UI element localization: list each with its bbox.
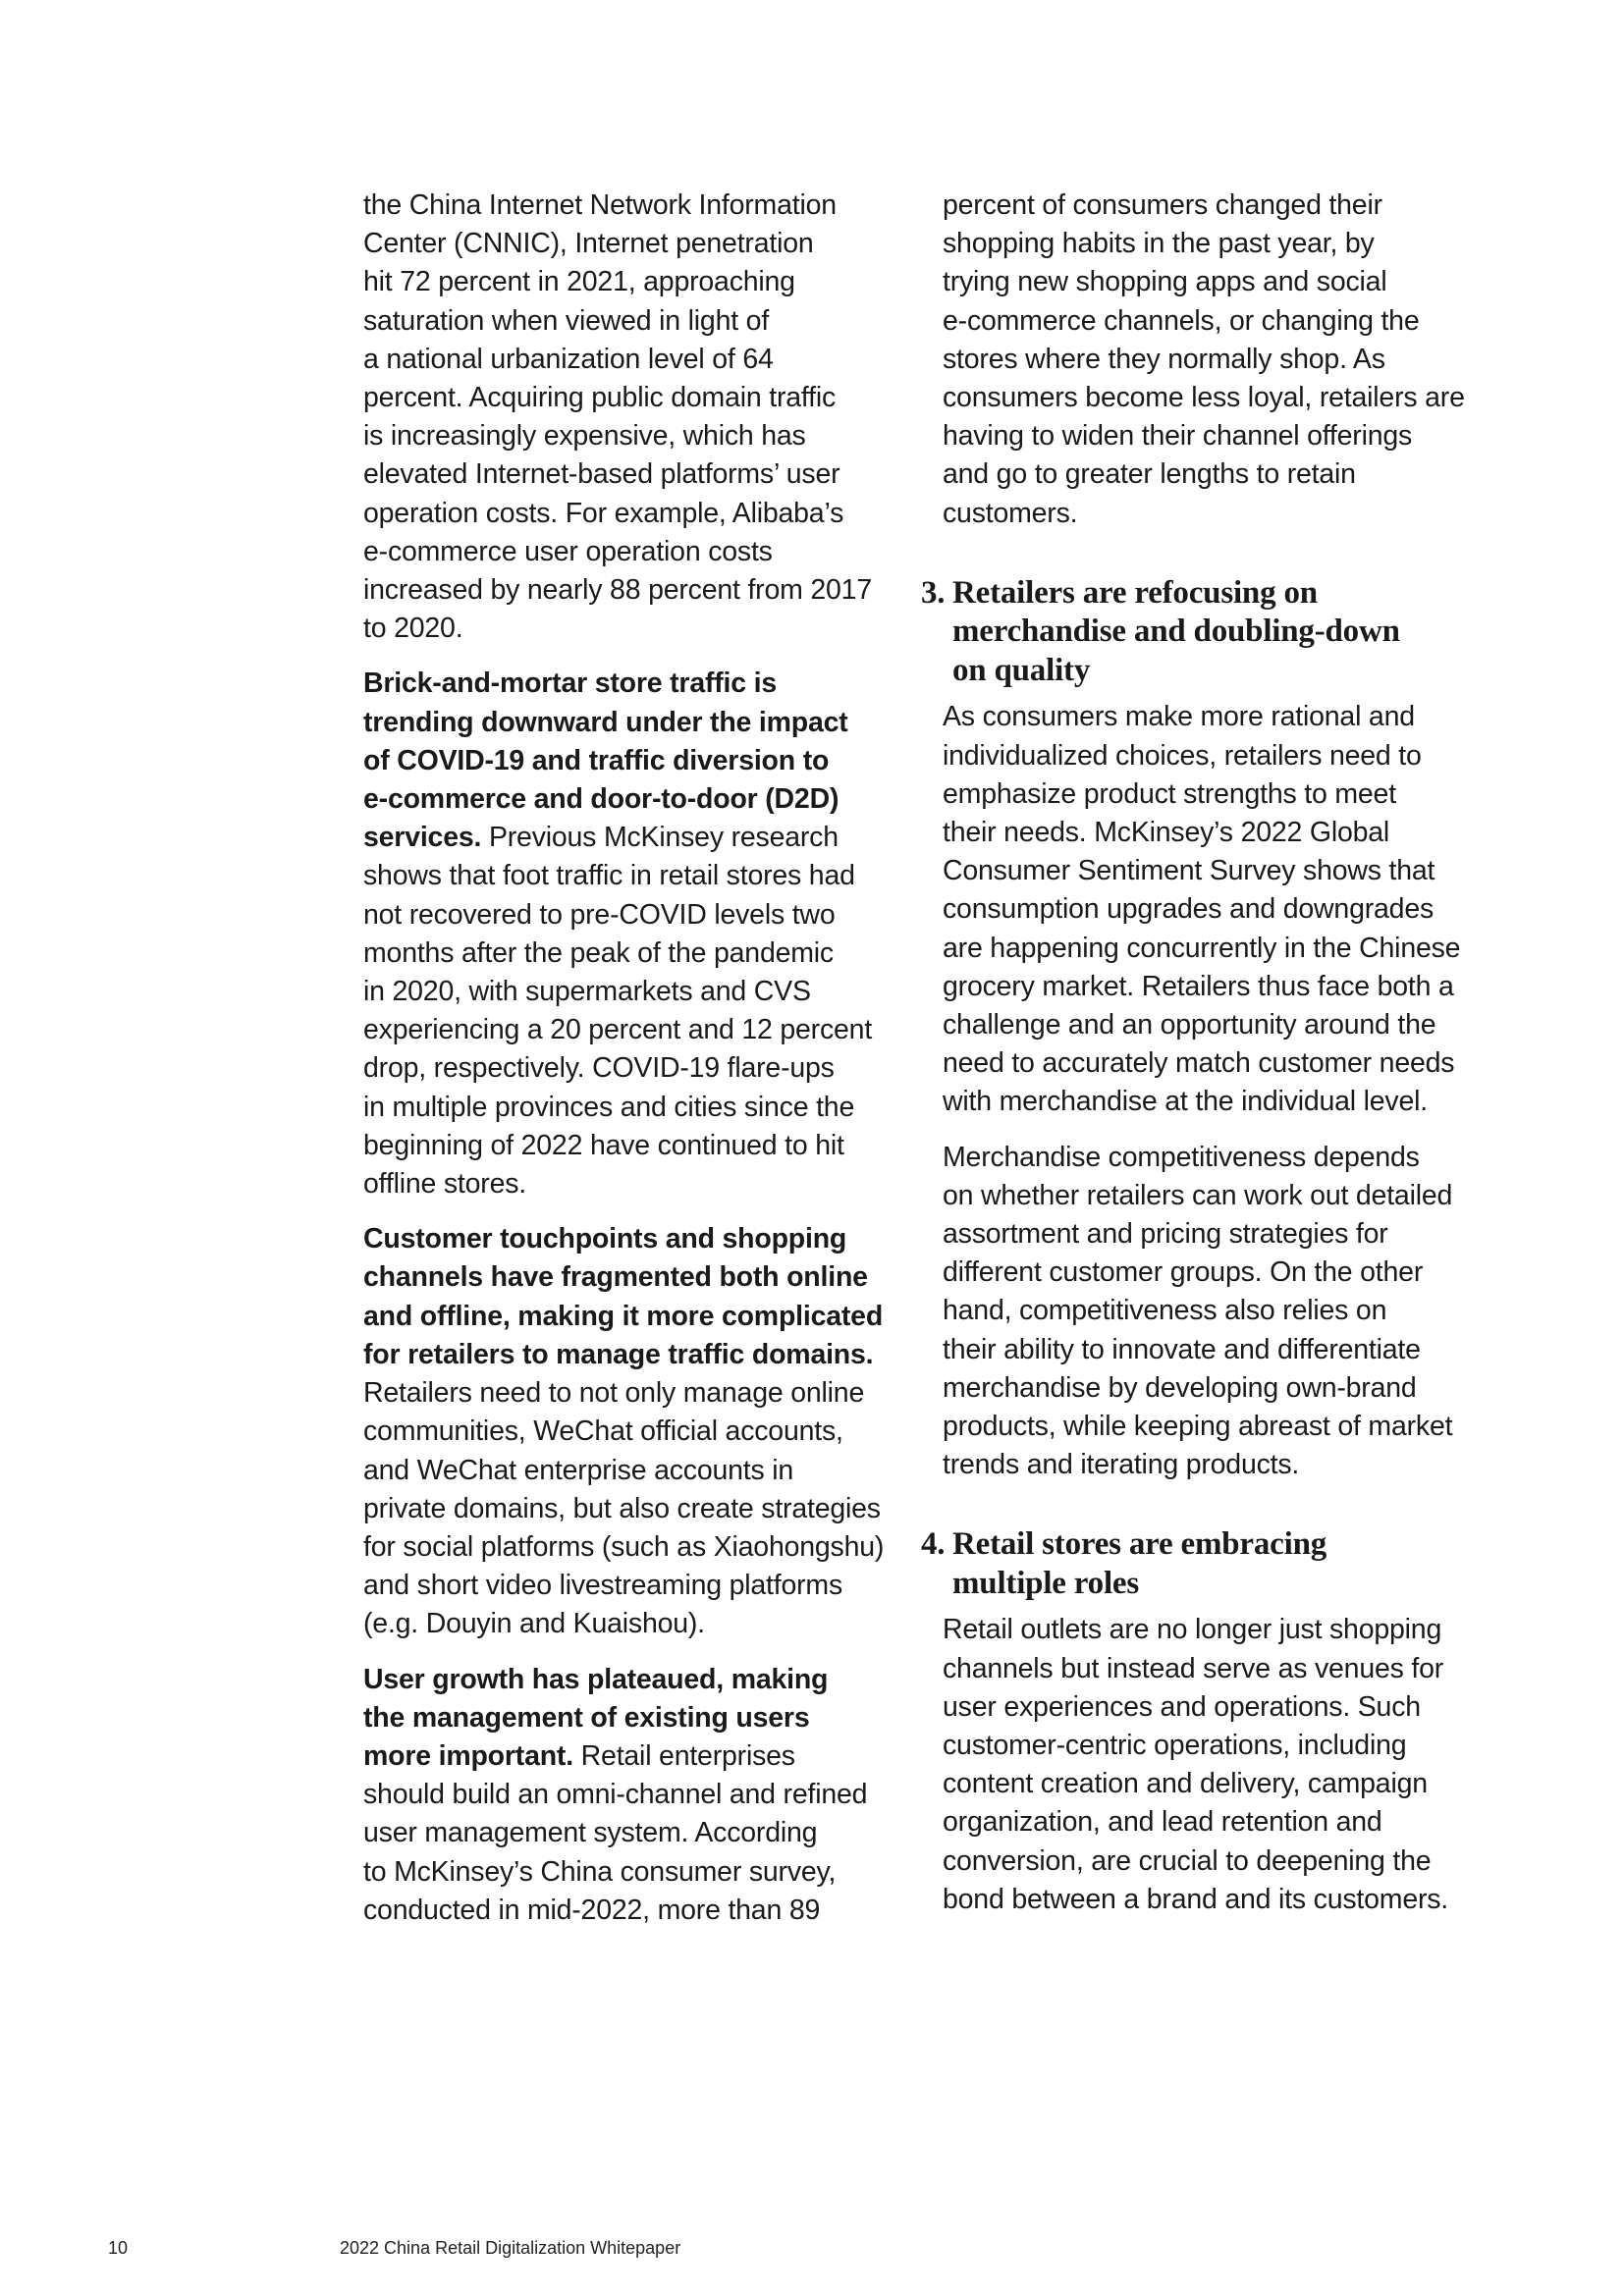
right-column bbox=[921, 187, 1478, 1936]
paragraph-cnnic-penetration: the China Internet Network Information Center (CNNIC), Internet penetration hit 72 percent in 2021, approaching saturation when viewed in light of a national urbanization level of 64 percent. Acquiring public domain traffic is increasingly expensive, which has elevated Internet-based platforms’ user operation costs. For example, Alibaba’s e-commerce user operation costs increased by nearly 88 percent from 2017 to 2020. bbox=[363, 189, 872, 645]
section-heading-3: 3. Retailers are refocusing on merchandise and doubling-down on quality bbox=[921, 574, 1400, 688]
page-number: 10 bbox=[108, 2238, 129, 2258]
paragraph-rational-choices: As consumers make more rational and individualized choices, retailers need to emphasize product strengths to meet their needs. McKinsey’s 2022 Global Consumer Sentiment Survey shows that consumption upgrades and downgrades are happening concurrently in the Chinese grocery market. Retailers thus face both a challenge and an opportunity around the need to accurately match customer needs with merchandise at the individual level. bbox=[943, 701, 1461, 1118]
mixed-line: more important. Retail enterprises bbox=[363, 1739, 795, 1772]
paragraph-shopping-habits: percent of consumers changed their shopping habits in the past year, by trying new shopping apps and social e-commerce channels, or changing the stores where they normally shop. As consumers become less loyal, retailers are having to widen their channel offerings and go to greater lengths to retain customers. bbox=[943, 189, 1465, 529]
paragraph-touchpoints: Customer touchpoints and shopping channels have fragmented both online and offline, making it more complicated for retailers to manage traffic domains. Retailers need to not only manage online communities, WeChat official accounts, and WeChat enterprise accounts in private domains, but also create strategies for social platforms (such as Xiaohongshu) and short video livestreaming platforms (e.g. Douyin and Kuaishou). bbox=[363, 1223, 885, 1640]
document-title: 2022 China Retail Digitalization Whitepaper bbox=[340, 2238, 681, 2258]
left-column bbox=[363, 187, 901, 1947]
paragraph-store-traffic: Brick-and-mortar store traffic is trending downward under the impact of COVID-19 and traffic diversion to e-commerce and door-to-door (D2D) services. Previous McKinsey research shows that foot traffic in retail stores had not recovered to pre-COVID levels two months after the peak of the pandemic in 2020, with supermarkets and CVS experiencing a 20 percent and 12 percent drop, respectively. COVID-19 flare-ups in multiple provinces and cities since the beginning of 2022 have continued to hit offline stores. bbox=[363, 665, 901, 1203]
mixed-line: services. Previous McKinsey research bbox=[363, 822, 839, 854]
paragraph-user-growth: User growth has plateaued, making the management of existing users more important. Retail enterprises should build an omni-channel and refined user management system. According to McKinsey’s China consumer survey, conducted in mid-2022, more than 89 bbox=[363, 1661, 901, 1930]
paragraph-merchandise-competitiveness: Merchandise competitiveness depends on whether retailers can work out detailed assortment and pricing strategies for different customer groups. On the other hand, competitiveness also relies on their ability to innovate and differentiate merchandise by developing own-brand products, while keeping abreast of market trends and iterating products. bbox=[943, 1141, 1453, 1481]
paragraph-retail-outlets: Retail outlets are no longer just shopping channels but instead serve as venues for user experiences and operations. Such customer-centric operations, including content creation and delivery, campaign organization, and lead retention and conversion, are crucial to deepening the bond between a brand and its customers. bbox=[943, 1614, 1449, 1915]
section-heading-4: 4. Retail stores are embracing multiple roles bbox=[921, 1526, 1327, 1601]
